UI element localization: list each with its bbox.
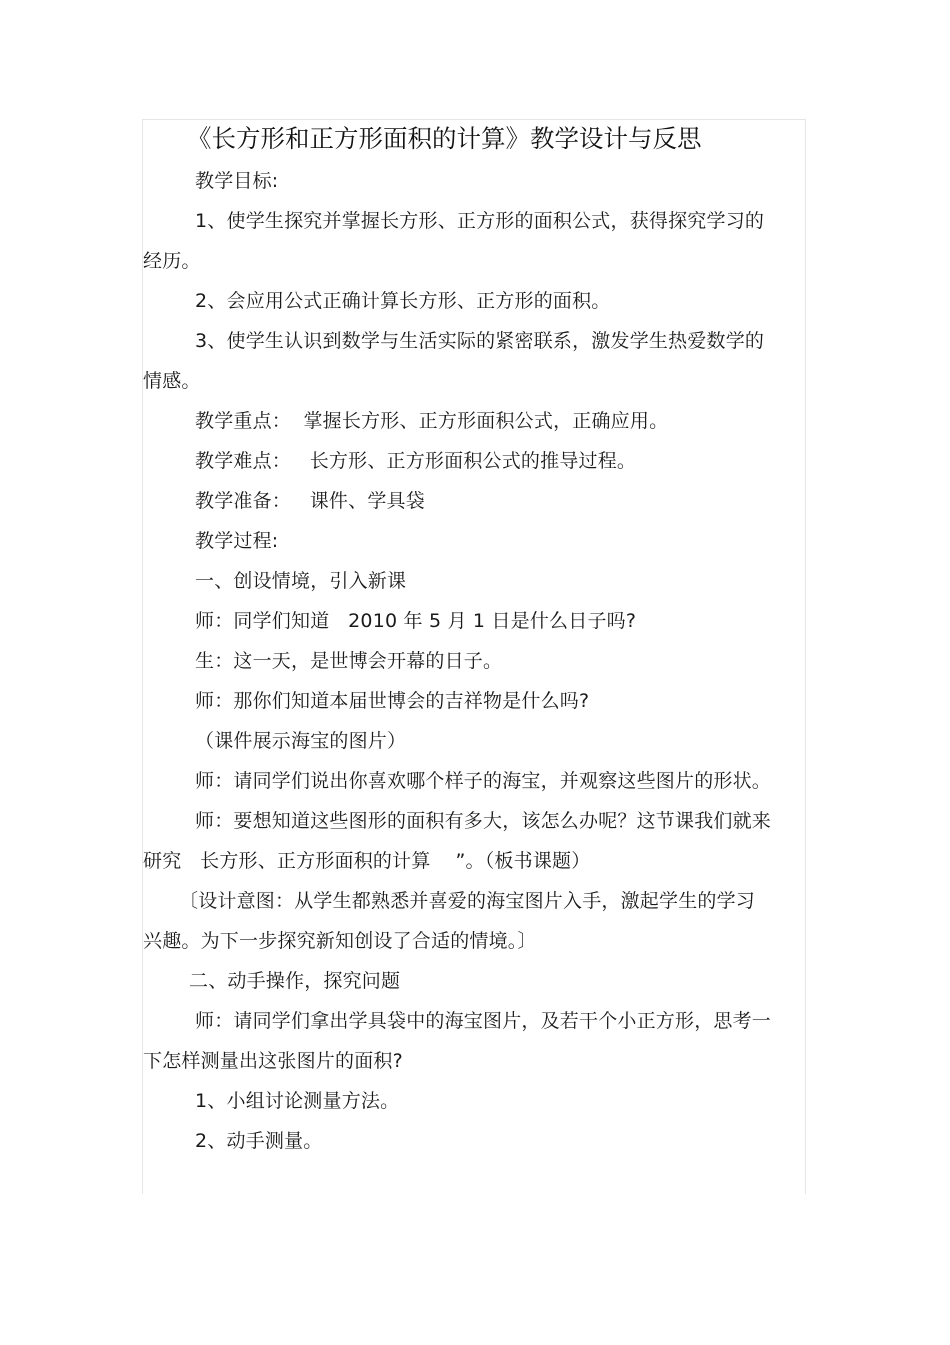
document-title: 《长方形和正方形面积的计算》教学设计与反思 [187, 124, 702, 153]
paragraph-process-heading: 教学过程: [195, 530, 279, 552]
step-item: 2、动手测量。 [195, 1130, 323, 1152]
paragraph-preparation: 教学准备： 课件、学具袋 [195, 490, 425, 512]
dialogue-line: 师：要想知道这些图形的面积有多大，该怎么办呢？这节课我们就来研究 长方形、正方形面积的计算 ”。（板书课题） [143, 810, 772, 872]
dialogue-line: 师：同学们知道 2010 年 5 月 1 日是什么日子吗? [195, 610, 637, 632]
dialogue-line: 师：那你们知道本届世博会的吉祥物是什么吗? [195, 690, 590, 712]
design-intent-note: 〔设计意图：从学生都熟悉并喜爱的海宝图片入手，激起学生的学习兴趣。为下一步探究新知创设了合适的情境。〕 [143, 890, 756, 952]
paragraph-objective-1: 1、使学生探究并掌握长方形、正方形的面积公式，获得探究学习的经历。 [143, 210, 765, 272]
step-item: 1、小组讨论测量方法。 [195, 1090, 400, 1112]
paragraph-difficulties: 教学难点： 长方形、正方形面积公式的推导过程。 [195, 450, 637, 472]
stage-note: （课件展示海宝的图片） [195, 730, 407, 752]
paragraph-objective-3: 3、使学生认识到数学与生活实际的紧密联系，激发学生热爱数学的情感。 [143, 330, 765, 392]
paragraph-objective-2: 2、会应用公式正确计算长方形、正方形的面积。 [195, 290, 611, 312]
paragraph-objectives-heading: 教学目标: [195, 170, 279, 192]
section-heading-2: 二、动手操作，探究问题 [189, 970, 401, 992]
section-heading-1: 一、创设情境，引入新课 [195, 570, 407, 592]
paragraph-key-points: 教学重点： 掌握长方形、正方形面积公式，正确应用。 [195, 410, 669, 432]
dialogue-line: 师：请同学们说出你喜欢哪个样子的海宝，并观察这些图片的形状。 [195, 770, 772, 792]
dialogue-line: 生：这一天，是世博会开幕的日子。 [195, 650, 503, 672]
document-body [143, 121, 773, 1161]
dialogue-line: 师：请同学们拿出学具袋中的海宝图片，及若干个小正方形，思考一下怎样测量出这张图片的面积? [143, 1010, 772, 1072]
